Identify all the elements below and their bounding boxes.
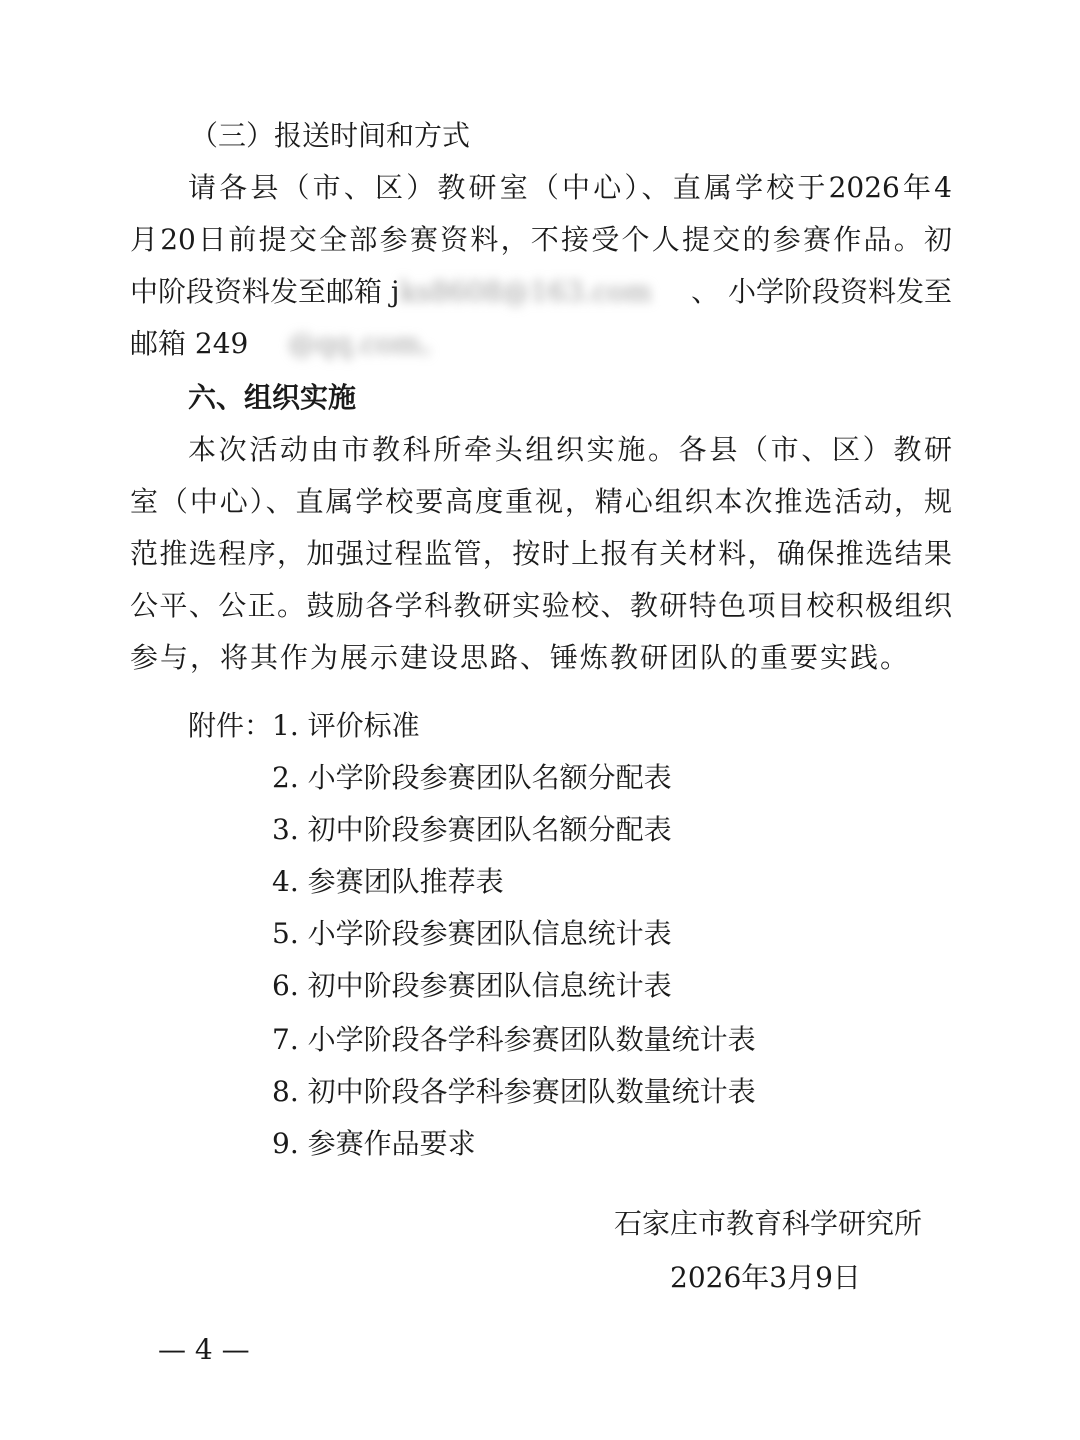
attachments-label: 附件： <box>188 709 273 742</box>
paragraph-text: 邮箱 249 <box>130 327 249 360</box>
paragraph-line-email-junior <box>130 272 952 312</box>
attachment-item: 2. 小学阶段参赛团队名额分配表 <box>272 761 672 794</box>
redacted-email-domain: @qq.com。 <box>288 327 449 360</box>
attachment-item: 1. 评价标准 <box>272 709 420 742</box>
paragraph-line: 参与，将其作为展示建设思路、锤炼教研团队的重要实践。 <box>130 641 911 674</box>
attachment-item: 9. 参赛作品要求 <box>272 1127 476 1160</box>
paragraph-line-email-primary <box>130 324 952 364</box>
attachment-item: 7. 小学阶段各学科参赛团队数量统计表 <box>272 1023 756 1056</box>
issuing-organization: 石家庄市教育科学研究所 <box>614 1207 923 1240</box>
paragraph-line: 月20日前提交全部参赛资料，不接受个人提交的参赛作品。初 <box>130 223 952 256</box>
attachment-item: 4. 参赛团队推荐表 <box>272 865 504 898</box>
paragraph-text: 中阶段资料发至邮箱 j <box>130 275 400 308</box>
issue-date: 2026年3月9日 <box>670 1261 861 1294</box>
paragraph-line: 范推选程序，加强过程监管，按时上报有关材料，确保推选结果 <box>130 537 952 570</box>
paragraph-text: 、 小学阶段资料发至 <box>691 275 952 308</box>
section-heading-organization: 六、组织实施 <box>188 381 357 414</box>
paragraph-line: 室（中心）、直属学校要高度重视，精心组织本次推选活动，规 <box>130 485 952 518</box>
attachment-item: 3. 初中阶段参赛团队名额分配表 <box>272 813 672 846</box>
redacted-email-part: ks8608 <box>399 275 503 308</box>
section-heading-submission: （三）报送时间和方式 <box>190 119 471 152</box>
attachment-item: 8. 初中阶段各学科参赛团队数量统计表 <box>272 1075 756 1108</box>
paragraph-line: 本次活动由市教科所牵头组织实施。各县（市、区）教研 <box>188 433 952 466</box>
paragraph-line: 公平、公正。鼓励各学科教研实验校、教研特色项目校积极组织 <box>130 589 952 622</box>
redacted-email-domain: @163.com <box>502 275 652 308</box>
attachment-item: 6. 初中阶段参赛团队信息统计表 <box>272 969 672 1002</box>
page-number: — 4 — <box>158 1333 250 1366</box>
paragraph-line: 请各县（市、区）教研室（中心）、直属学校于2026年4 <box>188 171 952 204</box>
attachment-item: 5. 小学阶段参赛团队信息统计表 <box>272 917 672 950</box>
